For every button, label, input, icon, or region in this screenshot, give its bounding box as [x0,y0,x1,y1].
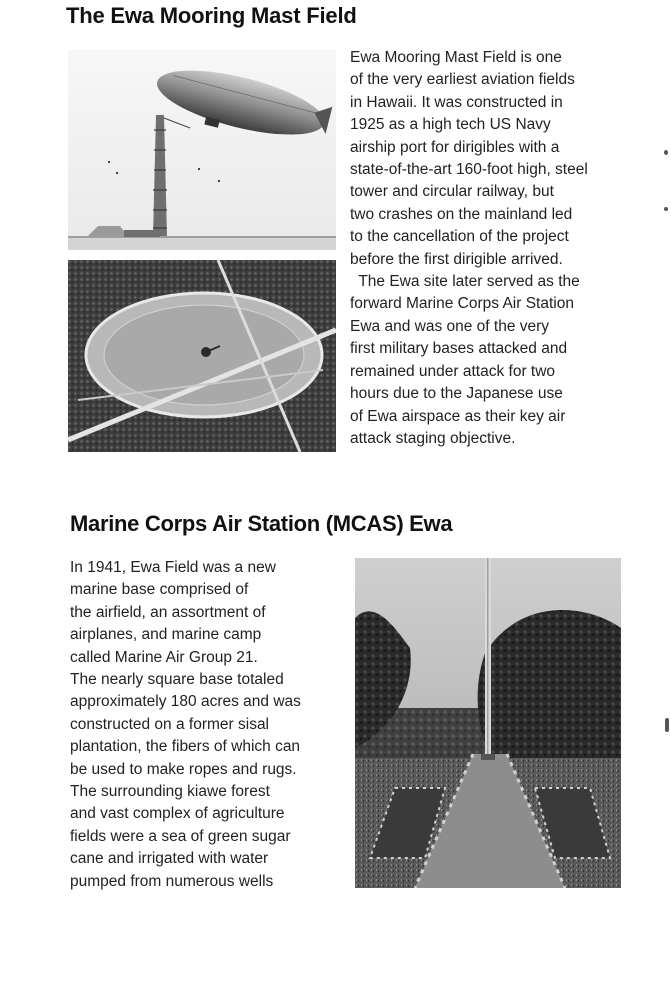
body-line: In 1941, Ewa Field was a new [70,559,276,576]
body-line: be used to make ropes and rugs. [70,760,297,778]
body-line: approximately 180 acres and was [70,693,301,711]
body-line: state-of-the-art 160-foot high, steel [350,161,588,179]
body-line: tower and circular railway, but [350,183,554,201]
aerial-circular-railway-photo [68,260,336,452]
body-line: 1925 as a high tech US Navy [350,116,551,134]
body-line: marine base comprised of [70,581,249,599]
airship-at-mooring-mast-photo [68,50,336,250]
body-line: airship port for dirigibles with a [350,138,560,156]
scan-mark [664,150,668,155]
body-line: of Ewa airspace as their key air [350,407,566,425]
body-line: before the first dirigible arrived. [350,250,563,268]
body-line: forward Marine Corps Air Station [350,295,574,313]
flagpole-walkway-photo [355,558,621,888]
body-line: called Marine Air Group 21. [70,648,258,666]
section1-title: The Ewa Mooring Mast Field [66,3,357,28]
body-line: fields were a sea of green sugar [70,827,291,845]
body-line: pumped from numerous wells [70,872,274,890]
scan-mark [665,718,669,732]
body-line: cane and irrigated with water [70,850,269,868]
body-line: plantation, the fibers of which can [70,738,301,756]
body-line: of the very earliest aviation fields [350,71,575,89]
body-line: airplanes, and marine camp [70,626,262,644]
scan-mark [664,207,668,211]
body-line: The nearly square base totaled [70,671,284,689]
body-line: Ewa Mooring Mast Field is one [350,49,562,66]
body-line: constructed on a former sisal [70,715,270,733]
body-line: The Ewa site later served as the [350,273,580,291]
body-line: two crashes on the mainland led [350,205,573,223]
body-line: attack staging objective. [350,429,516,447]
body-line: first military bases attacked and [350,340,568,358]
section2-title: Marine Corps Air Station (MCAS) Ewa [70,511,453,536]
body-line: and vast complex of agriculture [70,805,285,823]
section2-body [70,557,301,893]
body-line: hours due to the Japanese use [350,385,563,403]
body-line: remained under attack for two [350,362,556,380]
body-line: in Hawaii. It was constructed in [350,93,563,111]
body-line: Ewa and was one of the very [350,317,550,335]
body-line: The surrounding kiawe forest [70,783,270,801]
body-line: to the cancellation of the project [350,228,569,246]
section1-body [350,47,588,450]
body-line: the airfield, an assortment of [70,603,266,621]
